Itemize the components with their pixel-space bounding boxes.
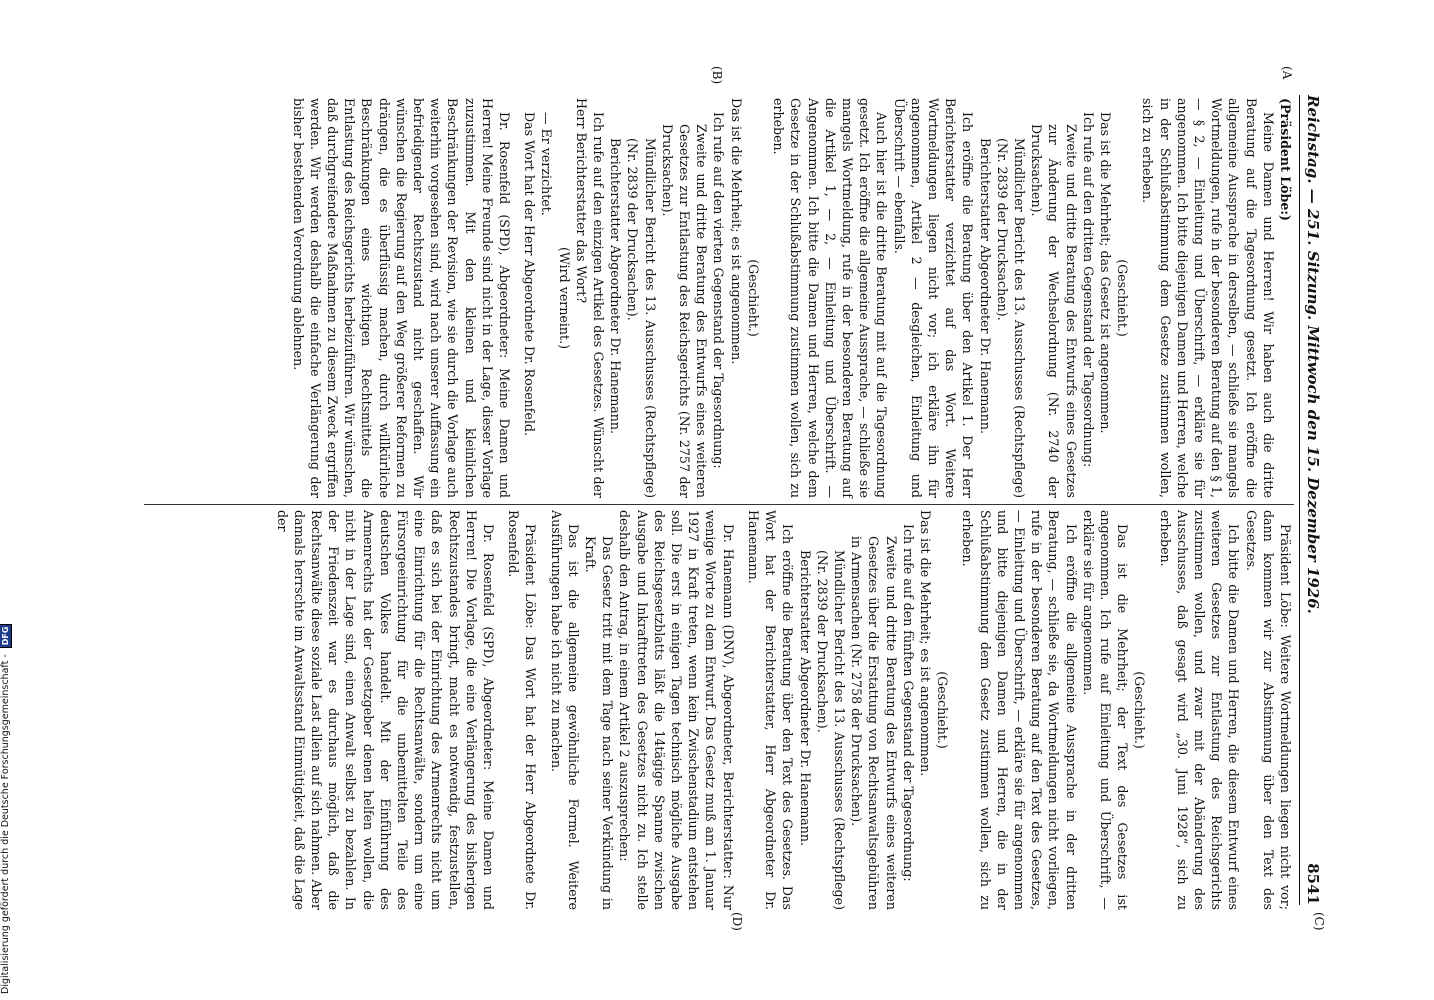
paragraph: Ich eröffne die Beratung über den Artikel 1. Der Herr Berichterstatter verzichtet auf das Wort. Weitere Wortmeldungen liegen nicht vor; ich erkläre ihn für angenommen, Artikel 2 — desgleichen, Einleitung und Überschrift — ebenfalls. bbox=[891, 98, 976, 498]
agenda-report: Mündlicher Bericht des 13. Ausschusses (Rechtspflege) (Nr. 2839 der Drucksachen). bbox=[814, 550, 847, 910]
dfg-logo: DFG bbox=[0, 624, 12, 649]
right-column bbox=[273, 510, 1294, 910]
stage-direction: (Geschieht.) bbox=[1115, 259, 1131, 337]
running-head: Reichstag. — 251. Sitzung. Mittwoch den 15. Dezember 1926. bbox=[1304, 95, 1322, 614]
digitization-credit-text: Digitalisierung gefördert durch die Deutsche Forschungsgemeinschaft - bbox=[0, 654, 11, 994]
stage-direction: (Geschieht.) bbox=[1132, 671, 1148, 749]
paragraph: — Er verzichtet. bbox=[539, 112, 555, 216]
digitization-credit bbox=[0, 624, 12, 994]
footer-strip bbox=[0, 0, 20, 1000]
agenda-item: Zweite und dritte Beratung des Entwurfs eines weiteren Gesetzes über die Erstattung von Rechtsanwaltsgebühren in Armensachen (Nr. 2758 der Drucksachen). bbox=[849, 536, 899, 910]
paragraph: Meine Damen und Herren! Wir haben auch die dritte Beratung auf die Tagesordnung gesetzt. Ich eröffne die allgemeine Aussprache in derselben, — schließe sie mangels Wortmeldungen, rufe in der besonderen Beratung auf den § 1, — § 2, — Einleitung und Überschrift, — erkläre sie für angenommen. Ich bitte diejenigen Damen und Herren, welche in der Schlußabstimmung dem Gesetze zustimmen wollen, sich zu erheben. bbox=[1140, 98, 1276, 498]
speech-paragraph: Dr. Hanemann (DNV), Abgeordneter, Berichterstatter: Nur wenige Worte zu dem Entwurf. Das Gesetz muß am 1. Januar 1927 in Kraft treten, wenn kein Zwischenstadium entstehen soll. Die erst in einigen Tagen technisch mögliche Ausgabe des Reichsgesetzblatts läßt die 14tägige Spanne zwischen Ausgabe und Inkrafttreten des Gesetzes nicht zu. Ich stelle deshalb den Antrag, in einem Artikel 2 auszusprechen: bbox=[617, 510, 736, 910]
agenda-item: Zweite und dritte Beratung des Entwurfs eines Gesetzes zur Änderung der Wechselordnung (Nr. 2740 der Drucksachen). bbox=[1029, 124, 1079, 498]
stage-direction: (Geschieht.) bbox=[935, 671, 951, 749]
page-number: 8541 bbox=[1304, 863, 1322, 905]
paragraph: Ich rufe auf den einzigen Artikel des Gesetzes. Wünscht der Herr Berichterstatter das Wort? bbox=[573, 98, 607, 498]
paragraph: Ich eröffne die allgemeine Aussprache in der dritten Beratung, — schließe sie, da Wortmeldungen nicht vorliegen, rufe in der besonderen Beratung auf den Text des Gesetzes, — Einleitung und Überschrift, — erkläre sie für angenommen und bitte diejenigen Damen und Herren, die in der Schlußabstimmung dem Gesetz zustimmen wollen, sich zu erheben. bbox=[960, 510, 1079, 910]
speaker-line: (Präsident Löbe:) bbox=[1278, 98, 1293, 221]
paragraph: Ich rufe auf den dritten Gegenstand der Tagesordnung: bbox=[1080, 112, 1096, 468]
agenda-item: Zweite und dritte Beratung des Entwurfs eines weiteren Gesetzes zur Entlastung des Reichsgerichts (Nr. 2757 der Drucksachen). bbox=[659, 124, 710, 498]
paragraph: Das ist die allgemeine gewöhnliche Formel. Weitere Ausführungen habe ich nicht zu machen. bbox=[548, 510, 581, 910]
page-header bbox=[1299, 95, 1326, 905]
stage-direction: (Geschieht.) bbox=[745, 259, 761, 337]
left-column bbox=[289, 98, 1294, 498]
speech-paragraph: Präsident Löbe: Das Wort hat der Herr Abgeordnete Dr. Rosenfeld. bbox=[506, 510, 539, 910]
margin-marker-c: (C) bbox=[1312, 912, 1326, 931]
paragraph: Das ist die Mehrheit; der Text des Gesetzes ist angenommen. Ich rufe auf Einleitung und Überschrift, — erkläre sie für angenommen. bbox=[1080, 510, 1131, 910]
agenda-report: Mündlicher Bericht des 13. Ausschusses (Rechtspflege) (Nr. 2839 der Drucksachen). bbox=[994, 138, 1027, 498]
paragraph: Das ist die Mehrheit; das Gesetz ist angenommen. bbox=[1097, 112, 1113, 434]
paragraph: Das Wort hat der Herr Abgeordnete Dr. Rosenfeld. bbox=[522, 112, 538, 436]
agenda-rapporteur: Berichterstatter Abgeordneter Dr. Hanemann. bbox=[977, 138, 993, 434]
margin-marker-a: (A bbox=[1280, 66, 1294, 80]
column-divider bbox=[144, 504, 1294, 505]
speech-paragraph: Präsident Löbe: Weitere Wortmeldungen liegen nicht vor; dann kommen wir zur Abstimmung über den Text des Gesetzes. bbox=[1243, 510, 1293, 910]
agenda-rapporteur: Berichterstatter Abgeordneter Dr. Hanemann. bbox=[797, 550, 813, 846]
paragraph: Das ist die Mehrheit; es ist angenommen. bbox=[728, 98, 744, 365]
agenda-report: Mündlicher Bericht des 13. Ausschusses (Rechtspflege) (Nr. 2839 der Drucksachen). bbox=[625, 138, 658, 498]
quoted-article: Das Gesetz tritt mit dem Tage nach seiner Verkündung in Kraft. bbox=[583, 536, 616, 910]
paragraph: Ich eröffne die Beratung über den Text des Gesetzes. Das Wort hat der Berichterstatter, Herr Abgeordneter Dr. Hanemann. bbox=[745, 510, 796, 910]
paragraph: Das ist die Mehrheit; es ist angenommen. bbox=[917, 510, 933, 777]
speech-paragraph: Dr. Rosenfeld (SPD), Abgeordneter: Meine Damen und Herren! Die Vorlage, die eine Verlängerung des bisherigen Rechtszustandes bringt, macht es notwendig, festzustellen, daß es sich bei der Einrichtung des Armenrechts nicht um eine Einrichtung für die Rechtsanwälte, sondern um eine Fürsorgeeinrichtung für die unbemittelten Teile des deutschen Volkes handelt. Mit der Einführung des Armenrechts hat der Gesetzgeber denen helfen wollen, die nicht in der Lage sind, einen Anwalt selbst zu bezahlen. In der Friedenszeit war es durchaus möglich, daß die Rechtsanwälte diese soziale Last allein auf sich nahmen. Aber damals herrschte im Anwaltsstand Einmütigkeit, daß die Lage der bbox=[274, 510, 497, 910]
paragraph: Auch hier ist die dritte Beratung mit auf die Tagesordnung gesetzt. Ich eröffne die allgemeine Aussprache, — schließe sie mangels Wortmeldung, rufe in der besonderen Beratung auf die Artikel 1, — 2, — Einleitung und Überschrift. — Angenommen. Ich bitte die Damen und Herren, welche dem Gesetze in der Schlußabstimmung zustimmen wollen, sich zu erheben. bbox=[771, 98, 890, 498]
margin-marker-b: (B) bbox=[710, 66, 724, 85]
paragraph: Ich rufe auf den vierten Gegenstand der Tagesordnung: bbox=[711, 112, 727, 469]
paragraph: Ich bitte die Damen und Herren, die diesem Entwurf eines weiteren Gesetzes zur Entlastung des Reichsgerichts zustimmen wollen, und zwar mit der Abänderung des Ausschusses, daß gesagt wird „30. Juni 1928“, sich zu erheben. bbox=[1157, 510, 1242, 910]
margin-marker-d: (D) bbox=[730, 912, 744, 931]
stage-direction: (Wird verneint.) bbox=[556, 246, 572, 350]
agenda-rapporteur: Berichterstatter Abgeordneter Dr. Hanemann. bbox=[608, 138, 624, 434]
speech-paragraph: Dr. Rosenfeld (SPD), Abgeordneter: Meine Damen und Herren! Meine Freunde sind nicht in der Lage, dieser Vorlage zuzustimmen. Mit den kleinen und kleinlichen Beschränkungen der Revision, wie sie durch die Vorlage auch weiterhin vorgesehen sind, wird nach unserer Auffassung ein befriedigender Rechtszustand nicht geschaffen. Wir wünschen die Regierung auf den Weg größerer Reformen zu drängen, die es überflüssig machen, durch willkürliche Beschränkungen eines wichtigen Rechtsmittels die Entlastung des Reichsgerichts herbeizuführen. Wir wünschen, daß durchgreifendere Maßnahmen zu diesem Zweck ergriffen werden. Wir werden deshalb die einfache Verlängerung der bisher bestehenden Verordnung ablehnen. bbox=[290, 98, 513, 498]
paragraph: Ich rufe auf den fünften Gegenstand der Tagesordnung: bbox=[900, 524, 916, 882]
